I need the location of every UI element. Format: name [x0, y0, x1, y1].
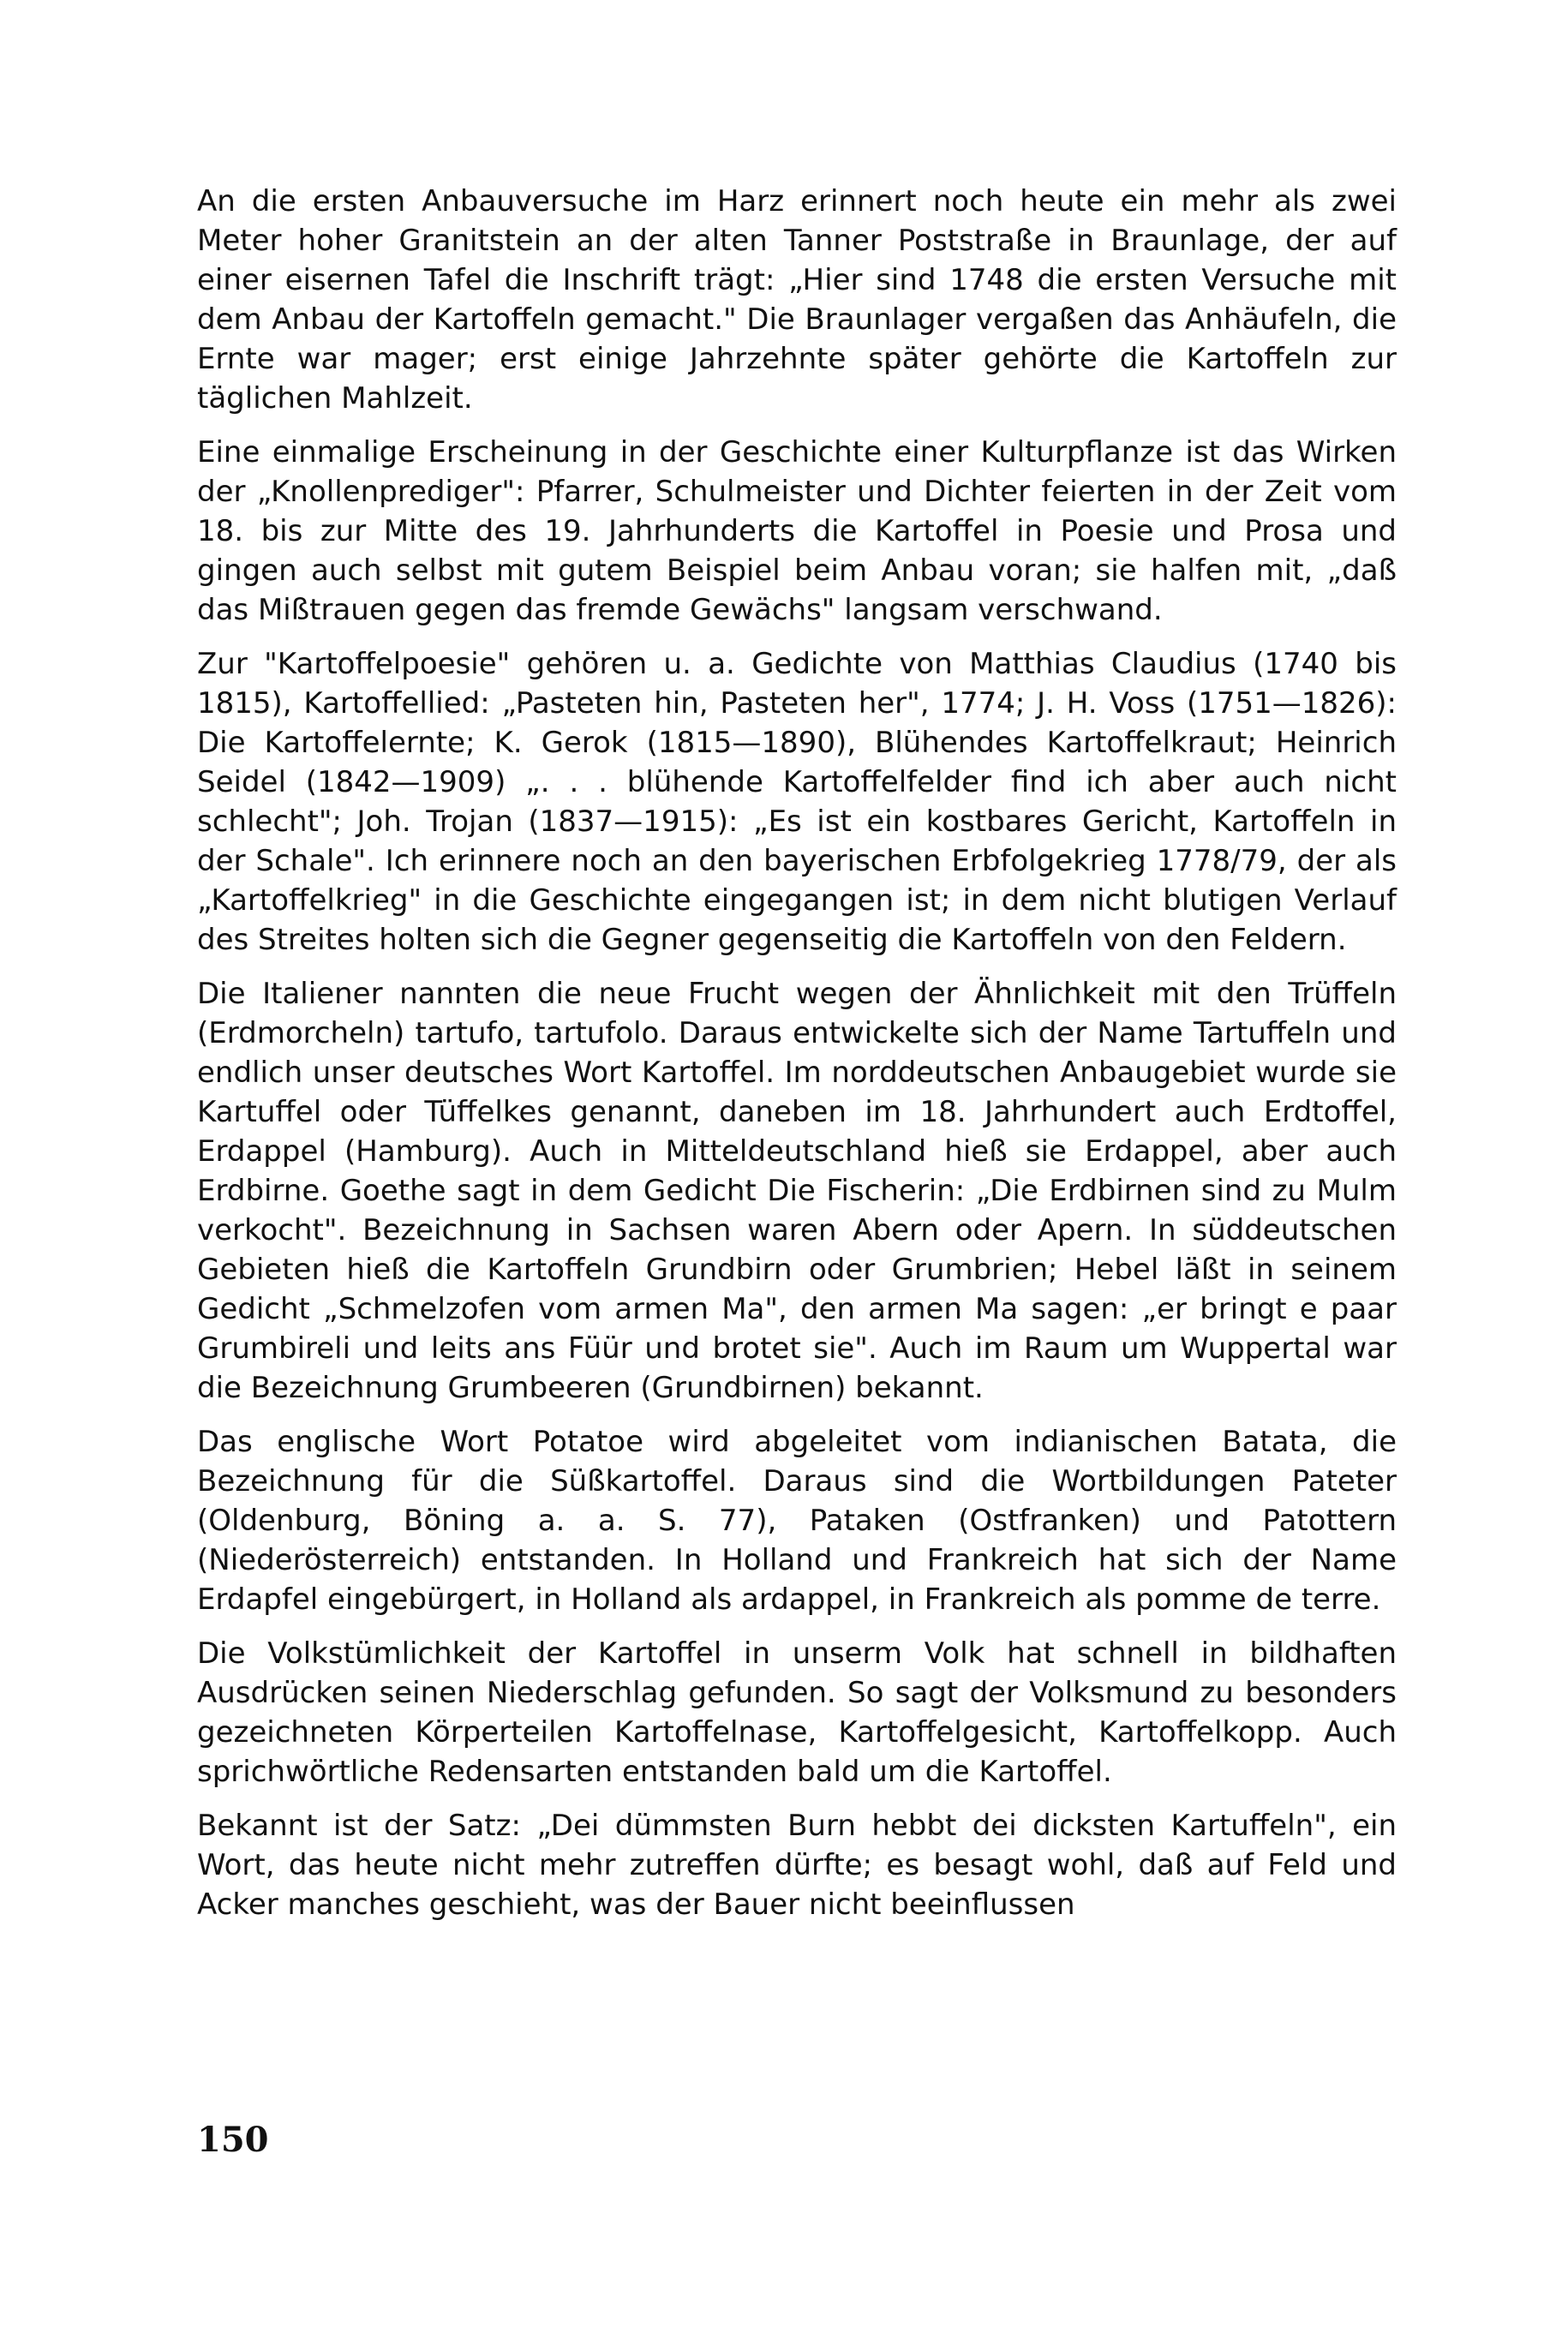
paragraph-4: Die Italiener nannten die neue Frucht wegen der Ähnlichkeit mit den Trüffeln (Erdmorcheln) tartufo, tartufolo. Daraus entwickelte sich der Name Tartuffeln und endlich unser deutsches Wort Kartoffel. Im norddeutschen Anbaugebiet wurde sie Kartuffel oder Tüffelkes genannt, daneben im 18. Jahrhundert auch Erdtoffel, Erdappel (Hamburg). Auch in Mitteldeutschland hieß sie Erdappel, aber auch Erdbirne. Goethe sagt in dem Gedicht Die Fischerin: „Die Erdbirnen sind zu Mulm verkocht". Bezeichnung in Sachsen waren Abern oder Apern. In süddeutschen Gebieten hieß die Kartoffeln Grundbirn oder Grumbrien; Hebel läßt in seinem Gedicht „Schmelzofen vom armen Ma", den armen Ma sagen: „er bringt e paar Grumbireli und leits ans Füür und brotet sie". Auch im Raum um Wuppertal war die Bezeichnung Grumbeeren (Grundbirnen) bekannt.	[197, 977, 1397, 1405]
paragraph-1: An die ersten Anbauversuche im Harz erinnert noch heute ein mehr als zwei Meter hoher Granitstein an der alten Tanner Poststraße in Braunlage, der auf einer eisernen Tafel die Inschrift trägt: „Hier sind 1748 die ersten Versuche mit dem Anbau der Kartoffeln gemacht." Die Braunlager vergaßen das Anhäufeln, die Ernte war mager; erst einige Jahrzehnte später gehörte die Kartoffeln zur täglichen Mahlzeit.	[197, 184, 1397, 416]
paragraph-2: Eine einmalige Erscheinung in der Geschichte einer Kulturpflanze ist das Wirken der „Knollenprediger": Pfarrer, Schulmeister und Dichter feierten in der Zeit vom 18. bis zur Mitte des 19. Jahrhunderts die Kartoffel in Poesie und Prosa und gingen auch selbst mit gutem Beispiel beim Anbau voran; sie halfen mit, „daß das Mißtrauen gegen das fremde Gewächs" langsam verschwand.	[197, 435, 1397, 627]
paragraph-7: Bekannt ist der Satz: „Dei dümmsten Burn hebbt dei dicksten Kartuffeln", ein Wort, das heute nicht mehr zutreffen dürfte; es besagt wohl, daß auf Feld und Acker manches geschieht, was der Bauer nicht beeinflussen	[197, 1809, 1397, 1922]
paragraph-6: Die Volkstümlichkeit der Kartoffel in unserm Volk hat schnell in bildhaften Ausdrücken seinen Niederschlag gefunden. So sagt der Volksmund zu besonders gezeichneten Körperteilen Kartoffelnase, Kartoffelgesicht, Kartoffelkopp. Auch sprichwörtliche Redensarten entstanden bald um die Kartoffel.	[197, 1636, 1397, 1789]
body-text	[197, 182, 1397, 1939]
paragraph-3: Zur "Kartoffelpoesie" gehören u. a. Gedichte von Matthias Claudius (1740 bis 1815), Kartoffellied: „Pasteten hin, Pasteten her", 1774; J. H. Voss (1751—1826): Die Kartoffelernte; K. Gerok (1815—1890), Blühendes Kartoffelkraut; Heinrich Seidel (1842—1909) „. . . blühende Kartoffelfelder find ich aber auch nicht schlecht"; Joh. Trojan (1837—1915): „Es ist ein kostbares Gericht, Kartoffeln in der Schale". Ich erinnere noch an den bayerischen Erbfolgekrieg 1778/79, der als „Kartoffelkrieg" in die Geschichte eingegangen ist; in dem nicht blutigen Verlauf des Streites holten sich die Gegner gegenseitig die Kartoffeln von den Feldern.	[197, 647, 1397, 957]
page-number: 150	[197, 2120, 269, 2160]
paragraph-5: Das englische Wort Potatoe wird abgeleitet vom indianischen Batata, die Bezeichnung für die Süßkartoffel. Daraus sind die Wortbildungen Pateter (Oldenburg, Böning a. a. S. 77), Pataken (Ostfranken) und Patottern (Niederösterreich) entstanden. In Holland und Frankreich hat sich der Name Erdapfel eingebürgert, in Holland als ardappel, in Frankreich als pomme de terre.	[197, 1425, 1397, 1617]
